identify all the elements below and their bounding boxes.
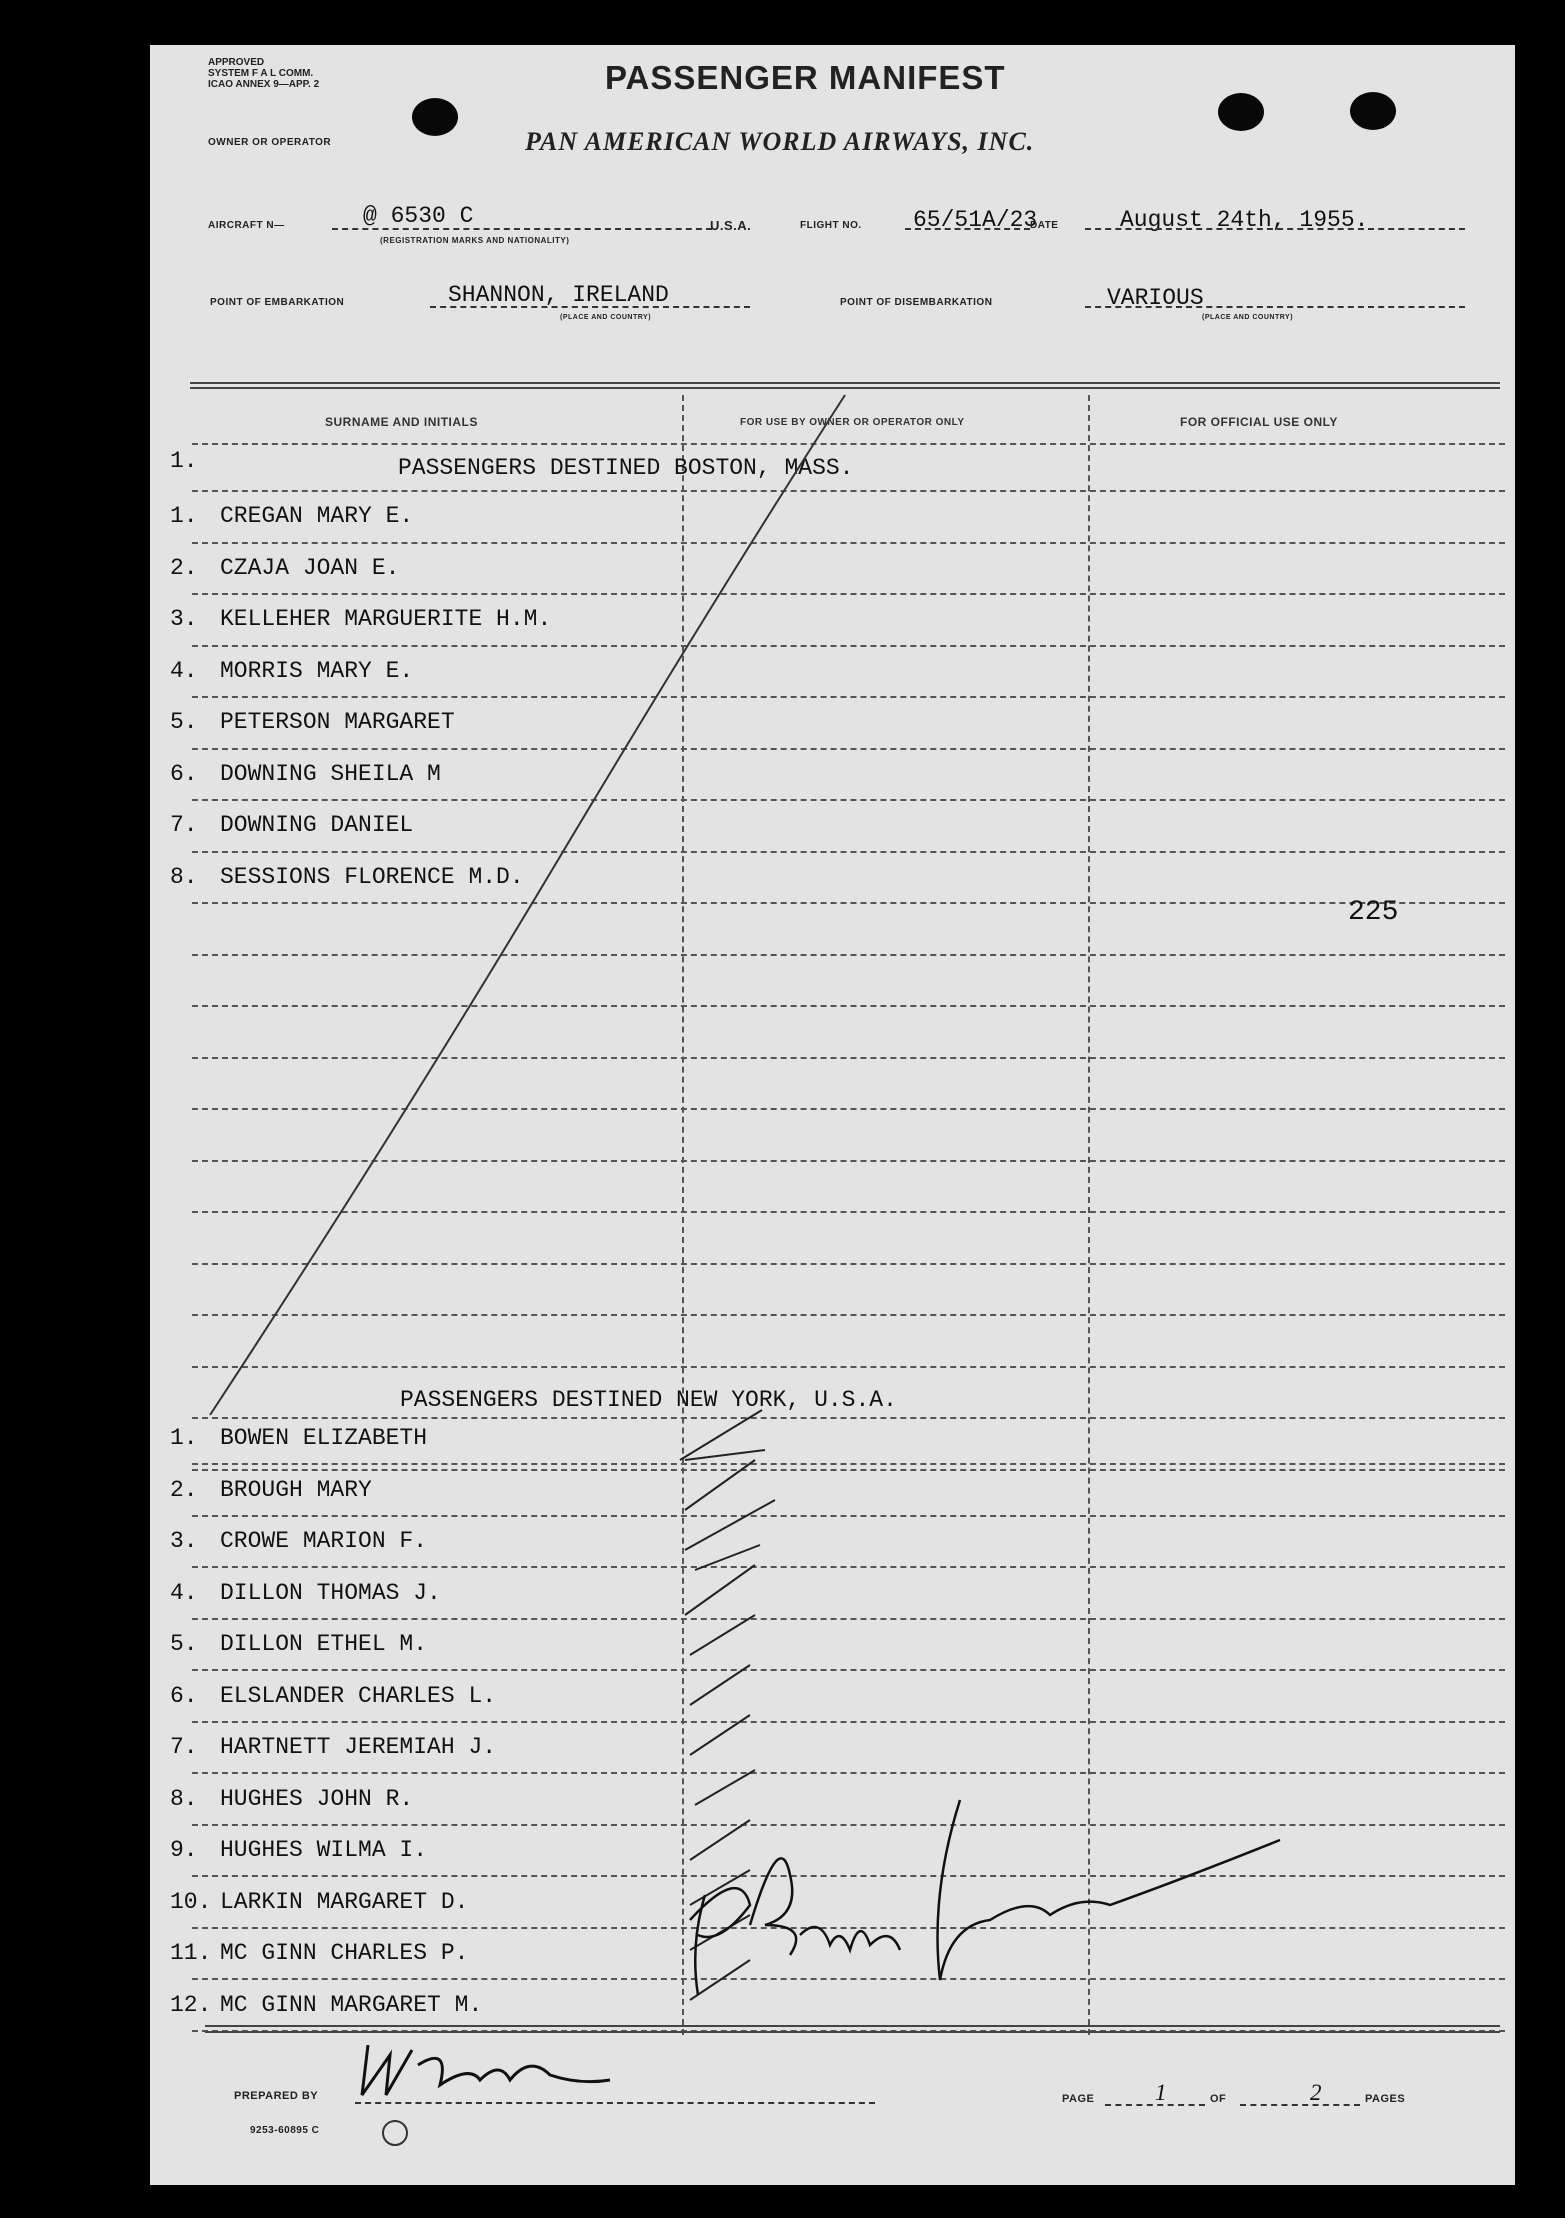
passenger-name: BOWEN ELIZABETH [220,1425,428,1451]
passenger-number: 12. [170,1991,212,2018]
passenger-name: DOWNING DANIEL [220,812,414,838]
passenger-name: HUGHES WILMA I. [220,1837,428,1863]
passenger-name: HUGHES JOHN R. [220,1785,414,1812]
passenger-number: 4. [170,1579,198,1606]
passenger-number: 4. [170,657,198,684]
passenger-number: 6. [170,760,198,787]
passenger-name: MORRIS MARY E. [220,657,414,684]
passenger-name: CREGAN MARY E. [220,503,414,529]
prepared-by-label: PREPARED BY [234,2090,319,2102]
owner-label: OWNER OR OPERATOR [208,137,332,148]
form-number: 9253-60895 C [250,2125,320,2136]
group-number: 1. [170,448,198,474]
passenger-name: CZAJA JOAN E. [220,554,400,581]
aircraft-country: U.S.A. [710,218,752,233]
aircraft-note: (REGISTRATION MARKS AND NATIONALITY) [380,236,570,245]
tick-marks [680,1410,775,2000]
passenger-name: PETERSON MARGARET [220,709,455,735]
passenger-number: 8. [170,1785,198,1812]
page-current: 1 [1155,2080,1167,2105]
pages-label: PAGES [1365,2093,1406,2105]
flight-label: FLIGHT NO. [800,220,862,231]
disembark-value: VARIOUS [1107,285,1204,311]
passenger-number: 1. [170,1425,198,1451]
passenger-number: 5. [170,1631,198,1657]
page-total: 2 [1310,2080,1322,2105]
official-note: 225 [1348,897,1399,928]
flight-value: 65/51A/23 [913,207,1038,233]
approval-line: SYSTEM F A L COMM. [208,68,314,79]
passenger-name: HARTNETT JEREMIAH J. [220,1734,497,1760]
diagonal-strike-mark [210,395,845,1415]
passenger-name: ELSLANDER CHARLES L. [220,1682,497,1709]
group-header-newyork: PASSENGERS DESTINED NEW YORK, U.S.A. [400,1387,897,1413]
date-value: August 24th, 1955. [1120,207,1369,233]
passenger-name: KELLEHER MARGUERITE H.M. [220,606,552,632]
passenger-number: 7. [170,1734,198,1760]
page-label: PAGE [1062,2093,1095,2105]
passenger-number: 3. [170,1528,198,1554]
approval-line: ICAO ANNEX 9—APP. 2 [208,79,320,90]
passenger-number: 2. [170,554,198,581]
passenger-number: 11. [170,1940,212,1966]
passenger-name: SESSIONS FLORENCE M.D. [220,863,524,890]
passenger-number: 10. [170,1888,212,1915]
passenger-number: 5. [170,709,198,735]
passenger-name: DILLON THOMAS J. [220,1579,441,1606]
passenger-name: CROWE MARION F. [220,1528,428,1554]
passenger-name: LARKIN MARGARET D. [220,1888,469,1915]
disembark-note: (PLACE AND COUNTRY) [1202,314,1294,321]
aircraft-label: AIRCRAFT N— [208,220,285,231]
embark-note: (PLACE AND COUNTRY) [560,314,652,321]
manifest-sheet [150,45,1515,2185]
date-label: DATE [1030,220,1059,231]
passenger-number: 2. [170,1476,198,1503]
passenger-number: 7. [170,812,198,838]
preparer-signature [362,2045,610,2095]
of-label: OF [1210,2093,1227,2105]
embark-value: SHANNON, IRELAND [448,282,669,308]
passenger-number: 6. [170,1682,198,1709]
passenger-number: 8. [170,863,198,890]
passenger-name: DILLON ETHEL M. [220,1631,428,1657]
column-header-surname: SURNAME AND INITIALS [325,415,478,429]
official-signature [690,1800,1280,1995]
group-header-boston: PASSENGERS DESTINED BOSTON, MASS. [398,455,854,481]
disembark-label: POINT OF DISEMBARKATION [840,297,993,308]
embark-label: POINT OF EMBARKATION [210,297,345,308]
operator-name: PAN AMERICAN WORLD AIRWAYS, INC. [525,127,1035,156]
passenger-name: BROUGH MARY [220,1476,372,1503]
passenger-number: 9. [170,1837,198,1863]
passenger-name: MC GINN MARGARET M. [220,1991,483,2018]
approval-line: APPROVED [208,57,265,68]
aircraft-value: @ 6530 C [363,203,474,229]
passenger-number: 1. [170,503,198,529]
column-header-official: FOR OFFICIAL USE ONLY [1180,415,1338,429]
column-header-operator: FOR USE BY OWNER OR OPERATOR ONLY [740,417,965,428]
passenger-name: DOWNING SHEILA M [220,760,441,787]
passenger-name: MC GINN CHARLES P. [220,1940,469,1966]
handwriting-overlay [150,45,1515,2185]
document-title: PASSENGER MANIFEST [605,59,1006,96]
passenger-number: 3. [170,606,198,632]
